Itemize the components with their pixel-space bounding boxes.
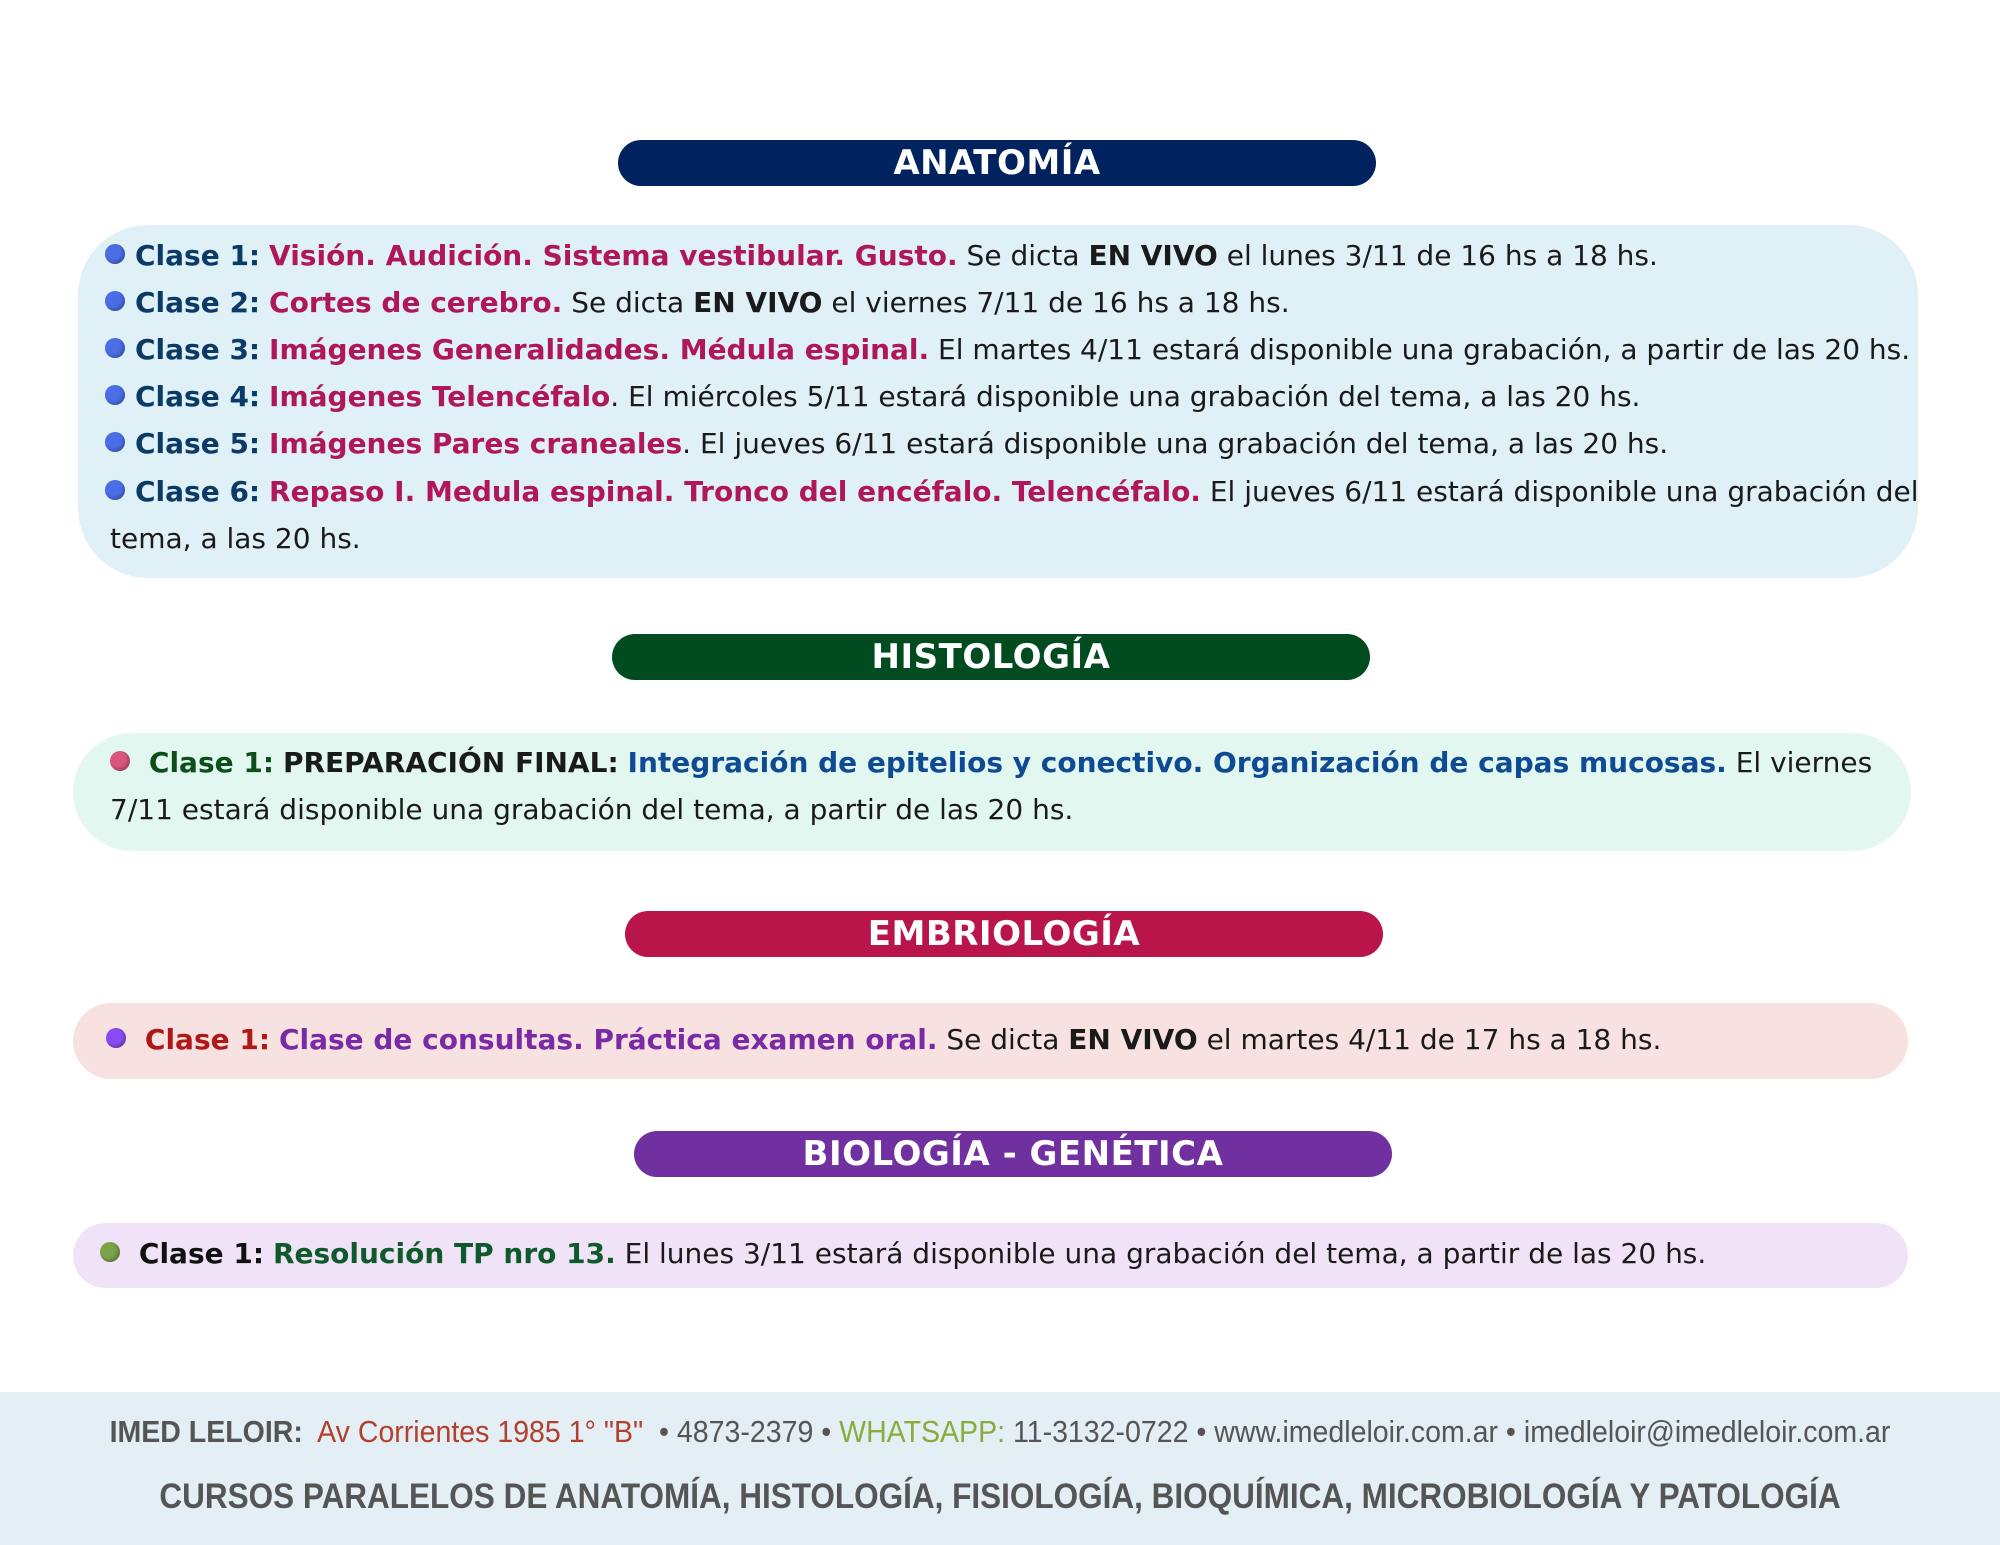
- histologia-class-1: Clase 1: PREPARACIÓN FINAL: Integración de epitelios y conectivo. Organización de capas mucosas. El viernes 7/11 estará disponible una grabación del tema, a partir de las 20 hs.: [110, 746, 1873, 826]
- anatomia-class-4: Clase 4: Imágenes Telencéfalo. El miércoles 5/11 estará disponible una grabación del tema, a las 20 hs.: [105, 373, 1640, 420]
- bullet-icon: [105, 291, 125, 311]
- bullet-icon: [100, 1242, 120, 1262]
- biologia-class-1: Clase 1: Resolución TP nro 13. El lunes 3/11 estará disponible una grabación del tema, a partir de las 20 hs.: [100, 1230, 1706, 1277]
- footer: [0, 1392, 2000, 1545]
- footer-contact-line: [80, 1414, 1920, 1450]
- bullet-icon: [105, 338, 125, 358]
- anatomia-class-5: Clase 5: Imágenes Pares craneales. El jueves 6/11 estará disponible una grabación del tema, a las 20 hs.: [105, 420, 1668, 467]
- footer-whatsapp-label: WHATSAPP:: [839, 1414, 1006, 1449]
- footer-web-link[interactable]: www.imedleloir.com.ar •: [1214, 1414, 1516, 1449]
- anatomia-class-2: Clase 2: Cortes de cerebro. Se dicta EN VIVO el viernes 7/11 de 16 hs a 18 hs.: [105, 279, 1290, 326]
- footer-email-link[interactable]: imedleloir@imedleloir.com.ar: [1523, 1414, 1891, 1449]
- anatomia-title: ANATOMÍA: [618, 140, 1376, 186]
- anatomia-class-3: Clase 3: Imágenes Generalidades. Médula espinal. El martes 4/11 estará disponible una grabación, a partir de las 20 hs.: [105, 326, 1910, 373]
- footer-address: Av Corrientes 1985 1° "B": [317, 1414, 644, 1449]
- bullet-icon: [106, 1028, 126, 1048]
- bullet-icon: [105, 432, 125, 452]
- embriologia-title: EMBRIOLOGÍA: [625, 911, 1383, 957]
- footer-whatsapp-number: 11-3132-0722 •: [1012, 1414, 1207, 1449]
- bullet-icon: [110, 751, 130, 771]
- footer-courses: CURSOS PARALELOS DE ANATOMÍA, HISTOLOGÍA, FISIOLOGÍA, BIOQUÍMICA, MICROBIOLOGÍA Y PATOLOGÍA: [159, 1477, 1841, 1516]
- biologia-title: BIOLOGÍA - GENÉTICA: [634, 1131, 1392, 1177]
- anatomia-class-6: Clase 6: Repaso I. Medula espinal. Tronco del encéfalo. Telencéfalo. El jueves 6/11 estará disponible una grabación del tema, a las 20 hs.: [110, 468, 1925, 562]
- bullet-icon: [105, 385, 125, 405]
- histologia-title: HISTOLOGÍA: [612, 634, 1370, 680]
- bullet-icon: [105, 244, 125, 264]
- embriologia-class-1: Clase 1: Clase de consultas. Práctica examen oral. Se dicta EN VIVO el martes 4/11 de 17 hs a 18 hs.: [106, 1016, 1661, 1063]
- bullet-icon: [105, 480, 125, 500]
- anatomia-class-1: Clase 1: Visión. Audición. Sistema vestibular. Gusto. Se dicta EN VIVO el lunes 3/11 de 16 hs a 18 hs.: [105, 232, 1658, 279]
- footer-phone: • 4873-2379 •: [659, 1414, 832, 1449]
- footer-brand: IMED LELOIR:: [109, 1414, 303, 1449]
